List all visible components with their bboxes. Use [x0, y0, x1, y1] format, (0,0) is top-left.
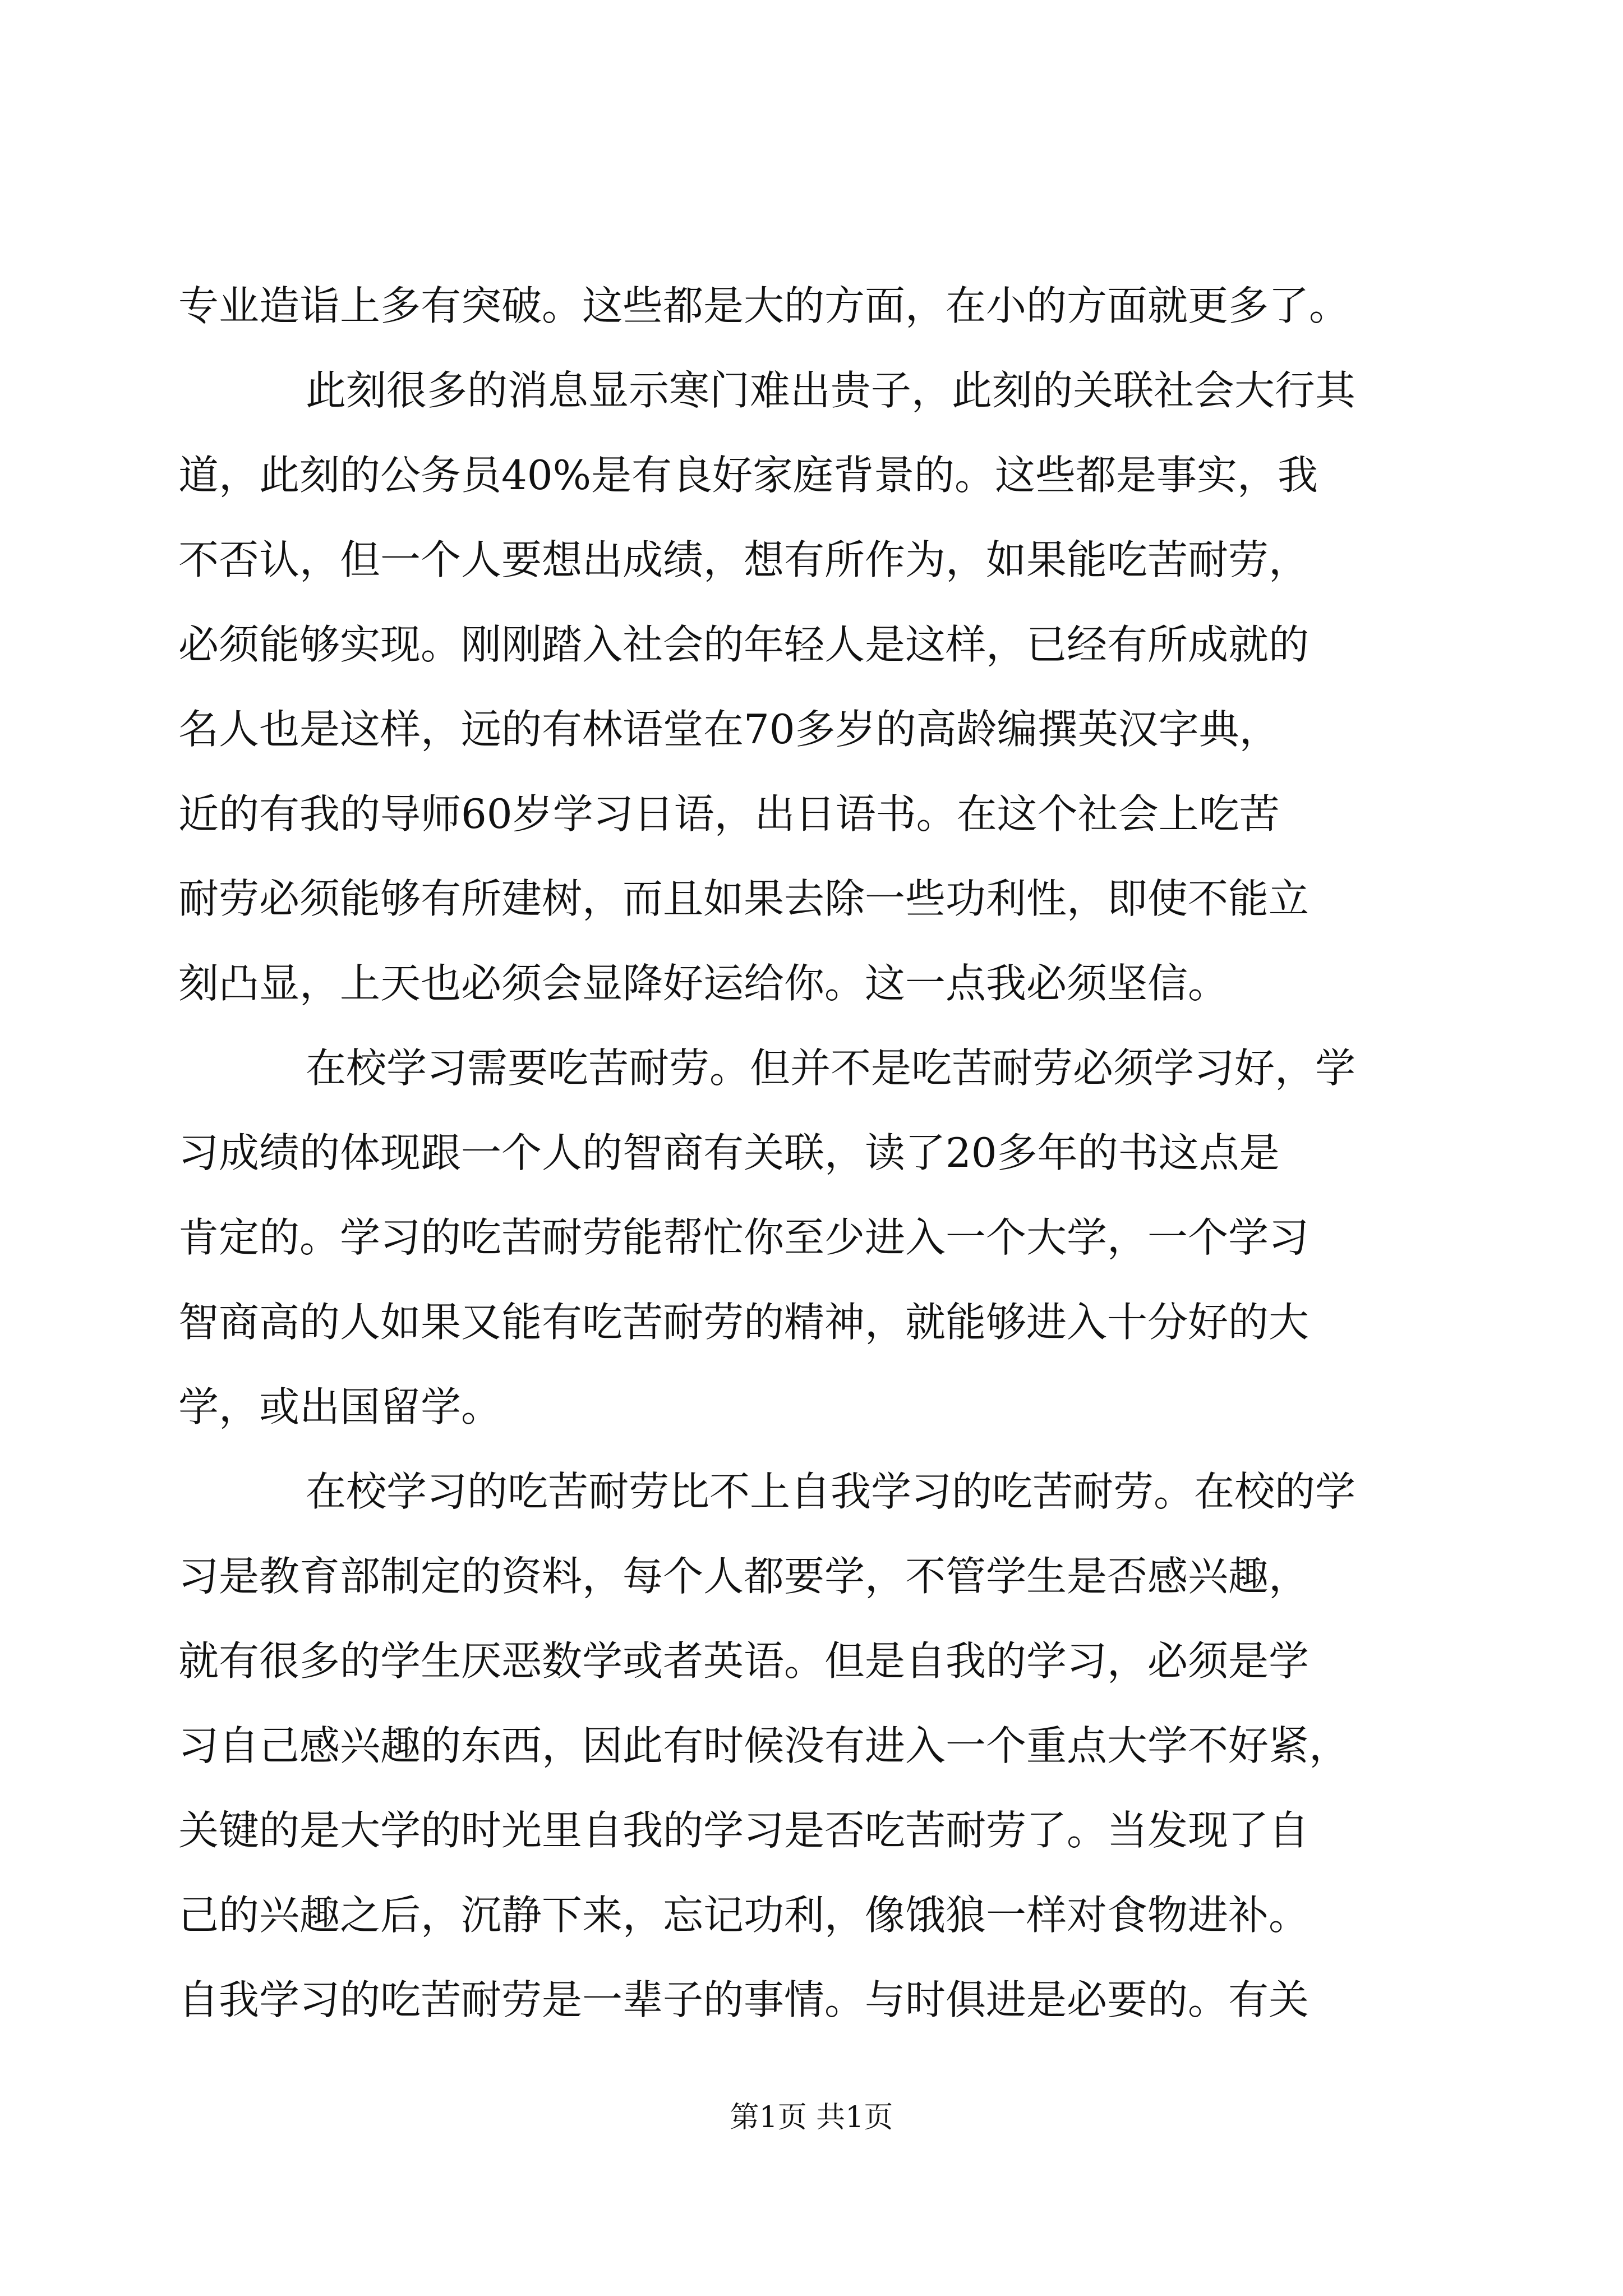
- text-line-content: 肯定的。学习的吃苦耐劳能帮忙你至少进入一个大学，一个学习: [178, 1214, 1310, 1261]
- text-line: [0, 1209, 1623, 1266]
- text-line-content: 道，此刻的公务员40%是有良好家庭背景的。这些都是事实，我: [178, 452, 1318, 499]
- text-line: [0, 1379, 1623, 1435]
- text-line-content: 专业造诣上多有突破。这些都是大的方面，在小的方面就更多了。: [178, 282, 1350, 329]
- text-line: [0, 447, 1623, 503]
- text-line: [0, 1464, 1623, 1520]
- text-line: [0, 786, 1623, 842]
- text-line: [0, 1040, 1623, 1096]
- text-line: [0, 701, 1623, 757]
- text-line-content: 习自己感兴趣的东西，因此有时候没有进入一个重点大学不好紧，: [178, 1722, 1350, 1769]
- text-line: [0, 871, 1623, 927]
- text-line: [0, 616, 1623, 673]
- text-line-content: 耐劳必须能够有所建树，而且如果去除一些功利性，即使不能立: [178, 875, 1310, 922]
- page-footer: 第1页 共1页: [730, 2101, 893, 2134]
- text-line-content: 近的有我的导师60岁学习日语，出日语书。在这个社会上吃苦: [178, 790, 1280, 838]
- text-line: [0, 1718, 1623, 1774]
- text-line: [0, 1548, 1623, 1604]
- text-line-content: 习成绩的体现跟一个人的智商有关联，读了20多年的书这点是: [178, 1129, 1280, 1176]
- text-line-content: 刻凸显，上天也必须会显降好运给你。这一点我必须坚信。: [178, 960, 1229, 1007]
- text-line: [0, 1972, 1623, 2028]
- text-line-content: 在校学习的吃苦耐劳比不上自我学习的吃苦耐劳。在校的学: [306, 1468, 1356, 1515]
- text-line: [0, 1887, 1623, 1943]
- text-line: [0, 955, 1623, 1011]
- text-line-content: 关键的是大学的时光里自我的学习是否吃苦耐劳了。当发现了自: [178, 1807, 1310, 1854]
- text-line-content: 就有很多的学生厌恶数学或者英语。但是自我的学习，必须是学: [178, 1637, 1310, 1685]
- text-line-content: 在校学习需要吃苦耐劳。但并不是吃苦耐劳必须学习好，学: [306, 1045, 1356, 1092]
- text-line: [0, 1294, 1623, 1350]
- text-line-content: 习是教育部制定的资料，每个人都要学，不管学生是否感兴趣，: [178, 1553, 1310, 1600]
- text-line: [0, 532, 1623, 588]
- text-line-content: 此刻很多的消息显示寒门难出贵子，此刻的关联社会大行其: [306, 367, 1356, 414]
- text-line: [0, 1802, 1623, 1858]
- text-line: [0, 362, 1623, 418]
- text-line-content: 自我学习的吃苦耐劳是一辈子的事情。与时俱进是必要的。有关: [178, 1976, 1310, 2023]
- text-line-content: 名人也是这样，远的有林语堂在70多岁的高龄编撰英汉字典，: [178, 706, 1280, 753]
- text-line-content: 智商高的人如果又能有吃苦耐劳的精神，就能够进入十分好的大: [178, 1299, 1310, 1346]
- text-line: [0, 1125, 1623, 1181]
- text-line-content: 必须能够实现。刚刚踏入社会的年轻人是这样，已经有所成就的: [178, 621, 1310, 668]
- text-line-content: 不否认，但一个人要想出成绩，想有所作为，如果能吃苦耐劳，: [178, 536, 1310, 583]
- text-line-content: 学，或出国留学。: [178, 1383, 502, 1430]
- text-line-content: 己的兴趣之后，沉静下来，忘记功利，像饿狼一样对食物进补。: [178, 1892, 1310, 1939]
- text-line: [0, 1633, 1623, 1689]
- text-line: [0, 278, 1623, 334]
